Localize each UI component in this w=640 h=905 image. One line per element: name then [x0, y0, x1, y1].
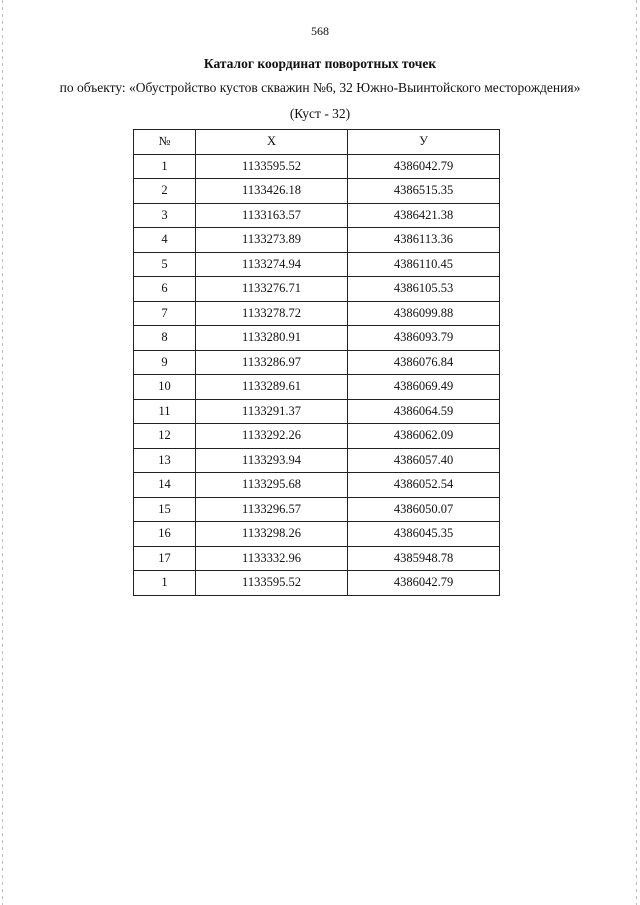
table-row	[134, 375, 500, 400]
table-body	[134, 154, 500, 595]
cell-y: 4386050.07	[348, 497, 500, 522]
table-row	[134, 326, 500, 351]
header-number: №	[134, 130, 196, 155]
cell-y: 4386069.49	[348, 375, 500, 400]
cell-number: 11	[134, 399, 196, 424]
table-row	[134, 228, 500, 253]
cell-number: 12	[134, 424, 196, 449]
table-header-row	[134, 130, 500, 155]
cell-x: 1133293.94	[196, 448, 348, 473]
document-subtitle: по объекту: «Обустройство кустов скважин №6, 32 Южно-Выинтойского месторождения»	[59, 80, 581, 95]
table-row	[134, 546, 500, 571]
document-note: (Куст - 32)	[289, 106, 351, 121]
cell-x: 1133286.97	[196, 350, 348, 375]
cell-x: 1133163.57	[196, 203, 348, 228]
cell-x: 1133426.18	[196, 179, 348, 204]
cell-x: 1133278.72	[196, 301, 348, 326]
table-row	[134, 350, 500, 375]
cell-x: 1133276.71	[196, 277, 348, 302]
cell-number: 15	[134, 497, 196, 522]
cell-number: 8	[134, 326, 196, 351]
table-row	[134, 277, 500, 302]
cell-y: 4386057.40	[348, 448, 500, 473]
cell-number: 7	[134, 301, 196, 326]
table-row	[134, 179, 500, 204]
cell-number: 1	[134, 154, 196, 179]
cell-x: 1133595.52	[196, 571, 348, 596]
table-row	[134, 301, 500, 326]
cell-number: 9	[134, 350, 196, 375]
cell-y: 4386110.45	[348, 252, 500, 277]
scan-edge-right	[636, 0, 637, 905]
cell-x: 1133280.91	[196, 326, 348, 351]
header-y: У	[348, 130, 500, 155]
cell-y: 4386042.79	[348, 571, 500, 596]
cell-x: 1133295.68	[196, 473, 348, 498]
table-row	[134, 154, 500, 179]
cell-y: 4386515.35	[348, 179, 500, 204]
table-row	[134, 497, 500, 522]
cell-number: 16	[134, 522, 196, 547]
cell-x: 1133298.26	[196, 522, 348, 547]
cell-y: 4386113.36	[348, 228, 500, 253]
cell-x: 1133291.37	[196, 399, 348, 424]
cell-y: 4386052.54	[348, 473, 500, 498]
table-row	[134, 571, 500, 596]
cell-y: 4386099.88	[348, 301, 500, 326]
table-row	[134, 448, 500, 473]
cell-y: 4386045.35	[348, 522, 500, 547]
cell-y: 4386042.79	[348, 154, 500, 179]
cell-number: 10	[134, 375, 196, 400]
cell-number: 5	[134, 252, 196, 277]
coordinates-table	[133, 129, 500, 596]
cell-x: 1133289.61	[196, 375, 348, 400]
cell-x: 1133292.26	[196, 424, 348, 449]
cell-y: 4386421.38	[348, 203, 500, 228]
page-number: 568	[311, 24, 329, 38]
cell-number: 3	[134, 203, 196, 228]
table-row	[134, 424, 500, 449]
table-row	[134, 522, 500, 547]
cell-number: 2	[134, 179, 196, 204]
cell-number: 6	[134, 277, 196, 302]
cell-x: 1133296.57	[196, 497, 348, 522]
header-x: X	[196, 130, 348, 155]
table-header	[134, 130, 500, 155]
table-row	[134, 473, 500, 498]
cell-number: 1	[134, 571, 196, 596]
cell-number: 13	[134, 448, 196, 473]
table-row	[134, 252, 500, 277]
cell-number: 4	[134, 228, 196, 253]
cell-y: 4385948.78	[348, 546, 500, 571]
table-row	[134, 203, 500, 228]
table-row	[134, 399, 500, 424]
cell-number: 17	[134, 546, 196, 571]
cell-y: 4386064.59	[348, 399, 500, 424]
cell-number: 14	[134, 473, 196, 498]
cell-y: 4386076.84	[348, 350, 500, 375]
cell-y: 4386062.09	[348, 424, 500, 449]
cell-x: 1133332.96	[196, 546, 348, 571]
cell-y: 4386093.79	[348, 326, 500, 351]
cell-y: 4386105.53	[348, 277, 500, 302]
cell-x: 1133273.89	[196, 228, 348, 253]
cell-x: 1133595.52	[196, 154, 348, 179]
cell-x: 1133274.94	[196, 252, 348, 277]
scan-edge-left	[2, 0, 3, 905]
document-title: Каталог координат поворотных точек	[203, 56, 437, 71]
